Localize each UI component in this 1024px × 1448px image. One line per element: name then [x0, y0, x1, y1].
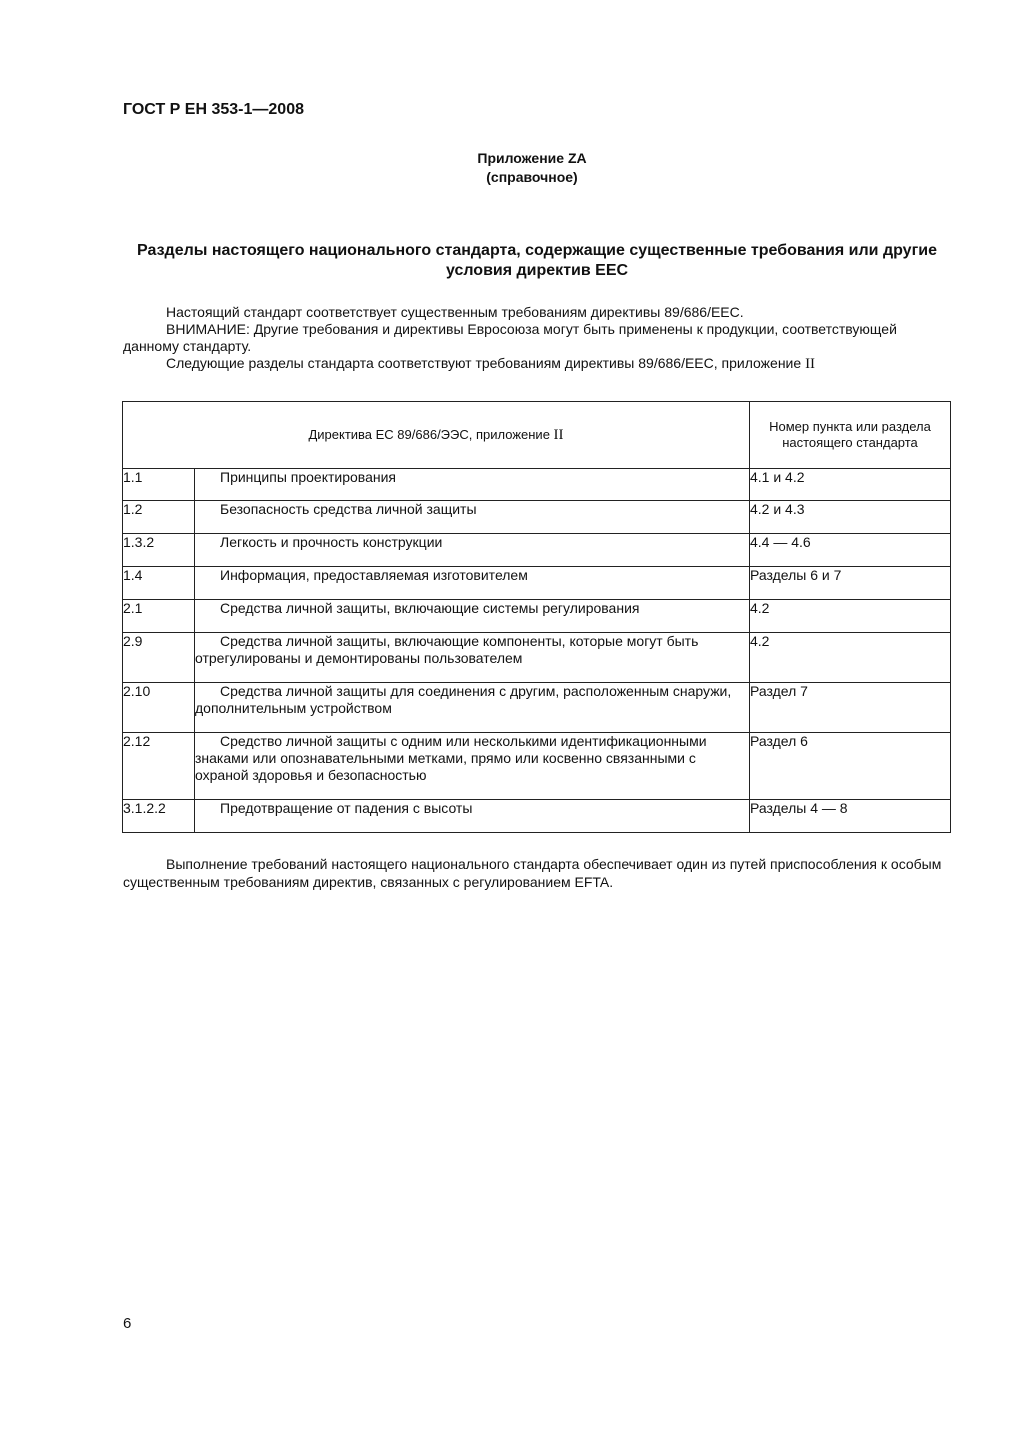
table-row [123, 469, 951, 501]
cell-item-number: 2.12 [123, 733, 195, 800]
annex-heading [0, 149, 1024, 187]
cell-item-number: 2.1 [123, 600, 195, 633]
header-directive: Директива ЕС 89/686/ЭЭС, приложение II [123, 402, 750, 469]
intro-paragraph: Следующие разделы стандарта соответствуют требованиям директивы 89/686/EEC, приложение II [166, 355, 816, 372]
table-row [123, 683, 951, 733]
table-row [123, 633, 951, 683]
page-number: 6 [123, 1315, 132, 1332]
cell-item-number: 2.9 [123, 633, 195, 683]
annex-title: Приложение ZA [477, 150, 587, 166]
warning-paragraph: ВНИМАНИЕ: Другие требования и директивы Евросоюза могут быть применены к продукции, соответствующей данному стандарту. [123, 321, 897, 354]
cell-description: Безопасность средства личной защиты [195, 501, 750, 534]
cell-item-number: 1.1 [123, 469, 195, 501]
cell-section: Раздел 6 [750, 733, 951, 800]
cell-item-number: 1.2 [123, 501, 195, 534]
table-row [123, 567, 951, 600]
cell-section: Разделы 6 и 7 [750, 567, 951, 600]
cell-description: Средство личной защиты с одним или несколькими идентификационными знаками или опознавательными метками, прямо или косвенно связанными с охраной здоровья и безопасностью [195, 733, 750, 800]
cell-description: Предотвращение от падения с высоты [195, 800, 750, 833]
table-row [123, 534, 951, 567]
cell-item-number: 2.10 [123, 683, 195, 733]
section-heading: Разделы настоящего национального стандарта, содержащие существенные требования или другие условия директив EEC [137, 242, 937, 279]
cell-description: Средства личной защиты, включающие системы регулирования [195, 600, 750, 633]
cell-section: 4.1 и 4.2 [750, 469, 951, 501]
annex-subtitle: (справочное) [486, 169, 578, 185]
cell-item-number: 1.4 [123, 567, 195, 600]
cell-description: Информация, предоставляемая изготовителем [195, 567, 750, 600]
table-header-row [123, 402, 951, 469]
requirements-table [122, 401, 951, 833]
cell-section: 4.2 [750, 600, 951, 633]
header-section: Номер пункта или раздела настоящего стандарта [750, 402, 951, 469]
table-row [123, 733, 951, 800]
cell-description: Средства личной защиты для соединения с другим, расположенным снаружи, дополнительным устройством [195, 683, 750, 733]
table-row [123, 800, 951, 833]
cell-item-number: 1.3.2 [123, 534, 195, 567]
cell-section: 4.2 [750, 633, 951, 683]
table-row [123, 600, 951, 633]
document-id: ГОСТ Р ЕН 353-1—2008 [123, 101, 304, 118]
cell-description: Средства личной защиты, включающие компоненты, которые могут быть отрегулированы и демонтированы пользователем [195, 633, 750, 683]
cell-section: 4.4 — 4.6 [750, 534, 951, 567]
cell-description: Легкость и прочность конструкции [195, 534, 750, 567]
closing-paragraph: Выполнение требований настоящего национального стандарта обеспечивает один из путей приспособления к особым существенным требованиям директив, связанных с регулированием EFTA. [123, 856, 942, 890]
intro-text [123, 304, 951, 373]
table-row [123, 501, 951, 534]
cell-section: 4.2 и 4.3 [750, 501, 951, 534]
intro-paragraph: Настоящий стандарт соответствует существенным требованиям директивы 89/686/EEC. [166, 304, 744, 320]
cell-section: Раздел 7 [750, 683, 951, 733]
cell-section: Разделы 4 — 8 [750, 800, 951, 833]
cell-item-number: 3.1.2.2 [123, 800, 195, 833]
cell-description: Принципы проектирования [195, 469, 750, 501]
closing-text [123, 855, 951, 891]
